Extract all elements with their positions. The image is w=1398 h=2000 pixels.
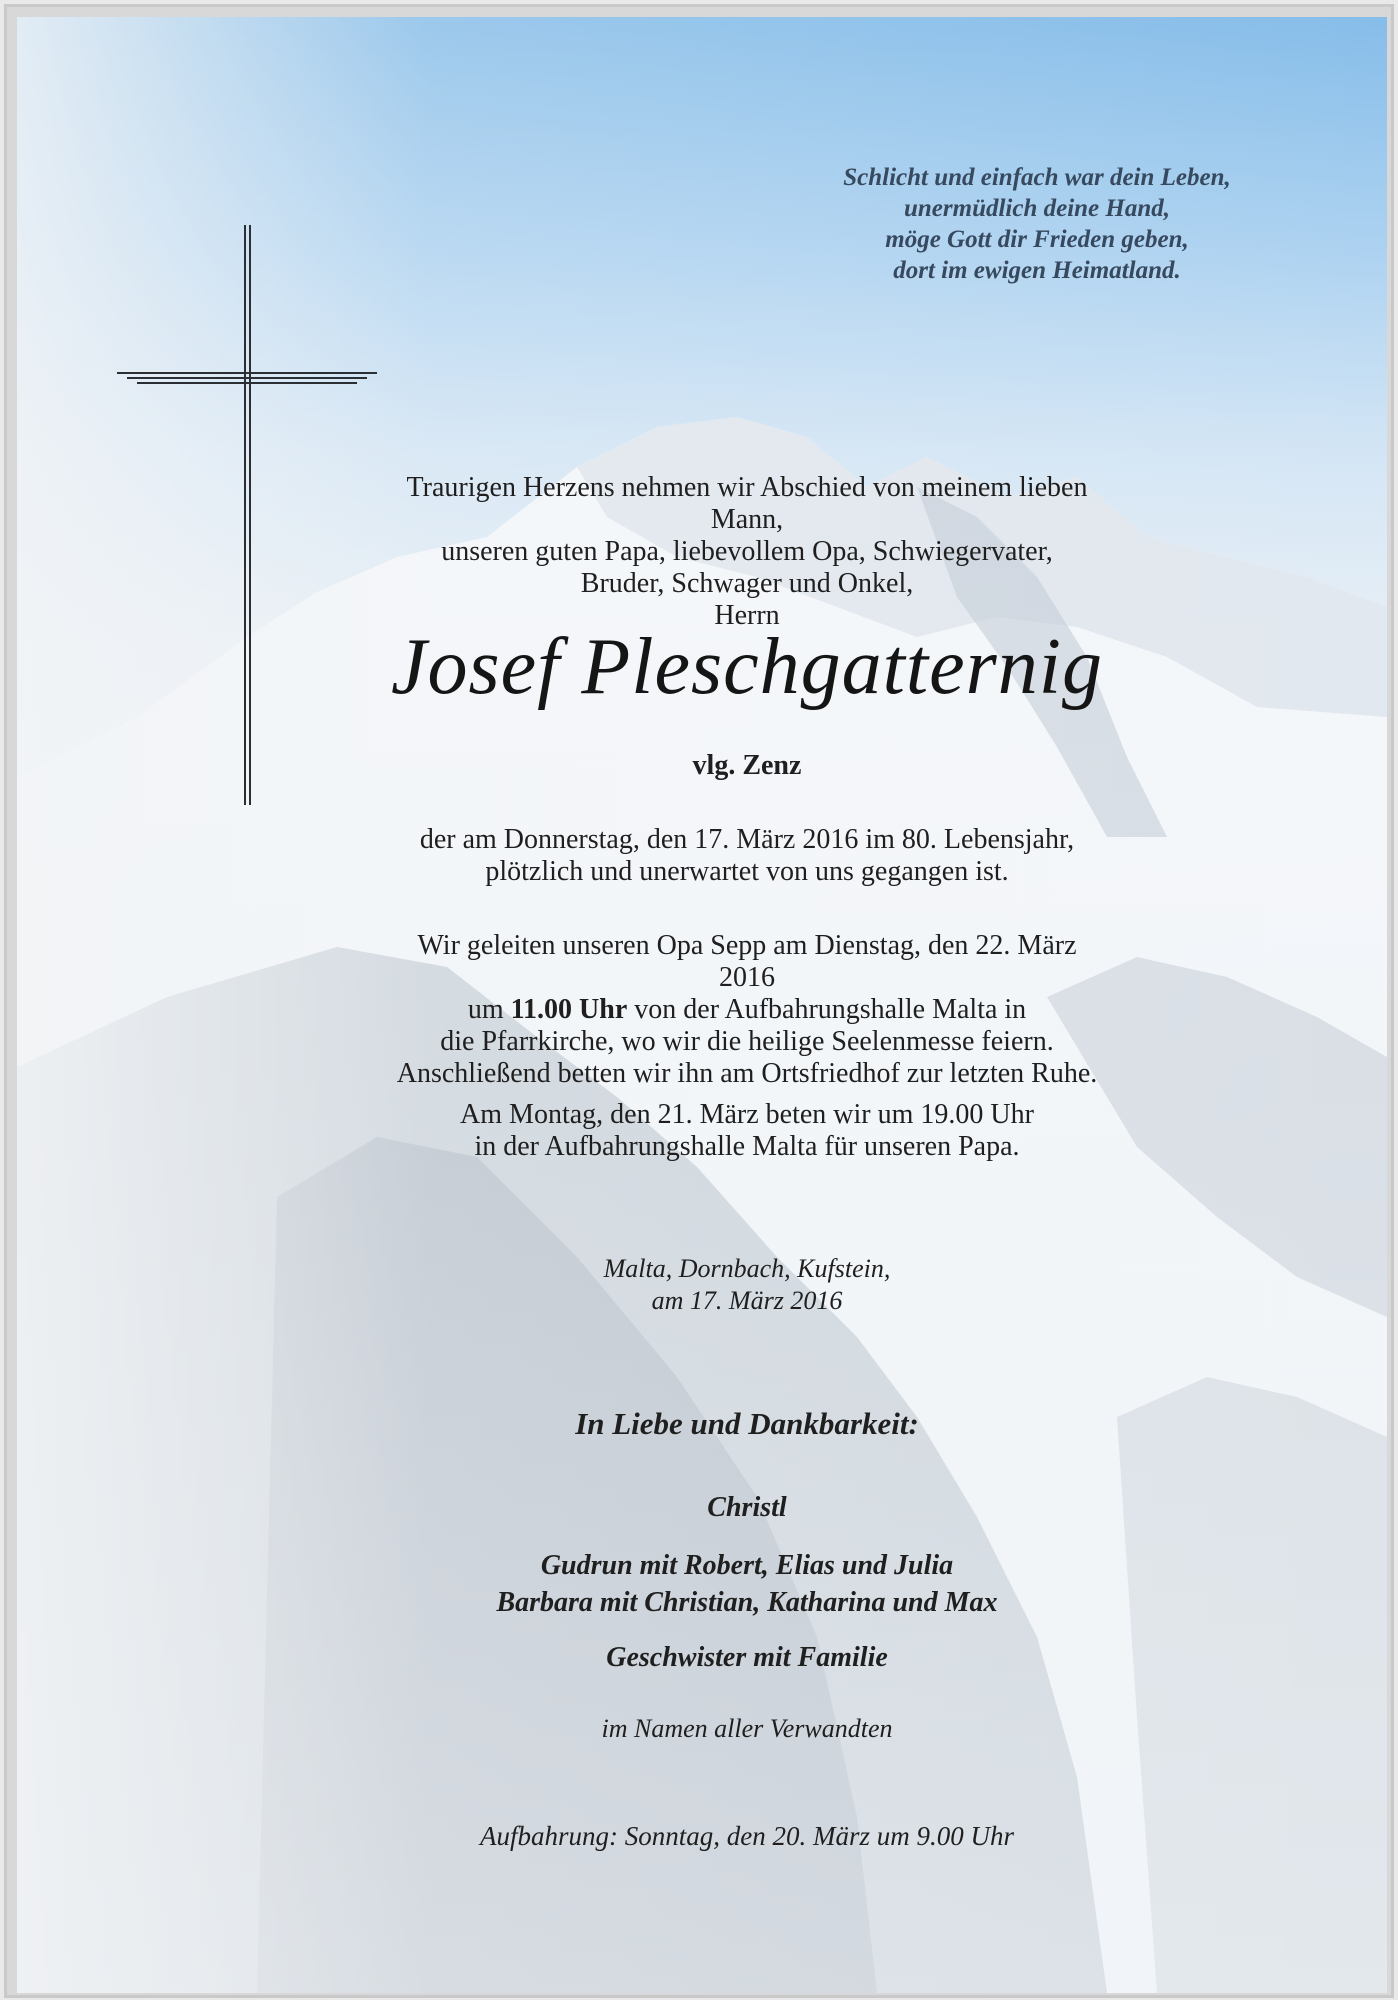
funeral-line (387, 994, 1107, 1026)
funeral-line: die Pfarrkirche, wo wir die heilige Seelenmesse feiern. (440, 1026, 1054, 1057)
funeral-line: Anschließend betten wir ihn am Ortsfriedhof zur letzten Ruhe. (396, 1058, 1098, 1089)
intro-line: Bruder, Schwager und Onkel, (580, 568, 914, 599)
intro-paragraph (387, 472, 1107, 632)
motto-line: dort im ewigen Heimatland. (893, 257, 1181, 284)
intro-line: Traurigen Herzens nehmen wir Abschied von meinem lieben Mann, (406, 472, 1088, 535)
relatives-note: im Namen aller Verwandten (601, 1714, 893, 1743)
intro-line: unseren guten Papa, liebevollem Opa, Schwiegervater, (441, 536, 1053, 567)
prayer-notice (387, 1099, 1107, 1163)
deceased-nickname: vlg. Zenz (692, 750, 802, 781)
passing-notice (387, 824, 1107, 888)
mourner-name: Barbara mit Christian, Katharina und Max (496, 1587, 998, 1618)
viewing-notice: Aufbahrung: Sonntag, den 20. März um 9.00 Uhr (480, 1821, 1014, 1851)
place-line: Malta, Dornbach, Kufstein, (603, 1254, 891, 1283)
funeral-time-suffix: von der Aufbahrungshalle Malta in (627, 994, 1027, 1025)
date-line: am 17. März 2016 (651, 1286, 843, 1315)
motto-verse (757, 162, 1317, 286)
passing-line: plötzlich und unerwartet von uns gegangen ist. (485, 856, 1009, 887)
prayer-line: in der Aufbahrungshalle Malta für unseren Papa. (474, 1131, 1020, 1162)
place-and-date (387, 1253, 1107, 1317)
mourner-name: Gudrun mit Robert, Elias und Julia (540, 1550, 954, 1581)
obituary-card (17, 17, 1387, 1993)
motto-line: möge Gott dir Frieden geben, (885, 226, 1189, 253)
prayer-line: Am Montag, den 21. März beten wir um 19.00 Uhr (460, 1099, 1034, 1130)
motto-line: Schlicht und einfach war dein Leben, (843, 164, 1231, 191)
cross-icon (117, 225, 377, 825)
passing-line: der am Donnerstag, den 17. März 2016 im 80. Lebensjahr, (419, 824, 1075, 855)
mourner-name: Geschwister mit Familie (606, 1642, 888, 1673)
funeral-notice (387, 930, 1107, 1090)
intro-line: Herrn (714, 600, 780, 631)
funeral-time: 11.00 Uhr (510, 994, 628, 1025)
deceased-name: Josef Pleschgatternig (391, 623, 1103, 711)
funeral-time-prefix: um (467, 994, 511, 1025)
mourner-group (387, 1547, 1107, 1621)
motto-line: unermüdlich deine Hand, (903, 195, 1170, 222)
funeral-line: Wir geleiten unseren Opa Sepp am Dienstag, den 22. März 2016 (417, 930, 1077, 993)
thanks-heading: In Liebe und Dankbarkeit: (575, 1406, 919, 1441)
card-frame (4, 4, 1394, 1998)
mourner-name: Christl (707, 1492, 787, 1523)
